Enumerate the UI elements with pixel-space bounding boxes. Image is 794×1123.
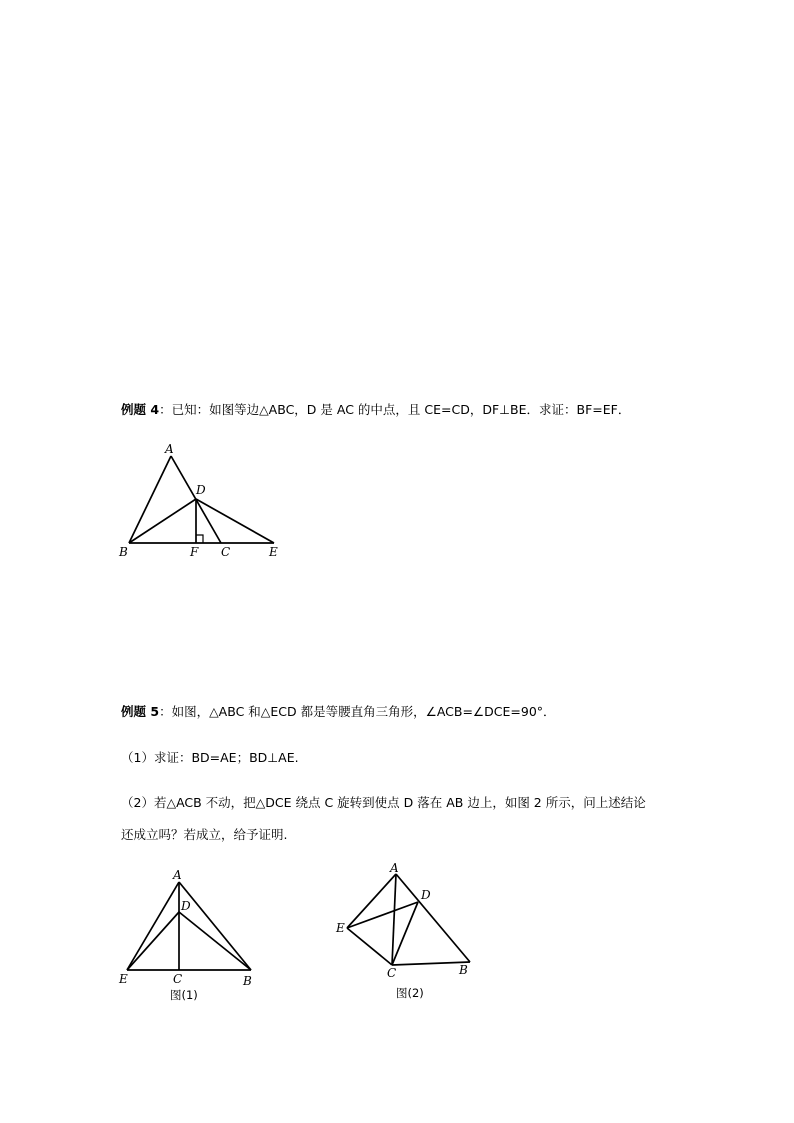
seg-ac [392, 874, 396, 965]
example5-part2-line2: 还成立吗？若成立，给予证明. [121, 827, 288, 842]
example5-text: ：如图，△ABC 和△ECD 都是等腰直角三角形，∠ACB=∠DCE=90°． [159, 704, 556, 719]
point-label-c: C [387, 966, 397, 980]
point-label-a: A [173, 868, 182, 882]
point-label-d: D [421, 888, 431, 902]
point-label-e: E [336, 921, 345, 935]
point-label-a: A [165, 442, 174, 456]
point-label-f: F [190, 545, 199, 559]
seg-ab [396, 874, 470, 962]
figure2-caption: 图(2) [396, 986, 424, 1000]
point-label-a: A [390, 861, 399, 875]
example5-label: 例题 5 [121, 704, 160, 719]
point-label-b: B [459, 963, 468, 977]
point-label-c: C [173, 972, 183, 986]
point-label-d: D [196, 483, 206, 497]
seg-dc [392, 902, 418, 965]
figure1-caption: 图(1) [170, 988, 198, 1002]
point-label-b: B [119, 545, 128, 559]
point-label-e: E [119, 972, 128, 986]
example5-part1: （1）求证：BD=AE；BD⊥AE. [121, 750, 299, 765]
example4-text: ：已知：如图等边△ABC，D 是 AC 的中点，且 CE=CD，DF⊥BE．求证：BF=EF． [159, 402, 631, 417]
point-label-c: C [221, 545, 231, 559]
example5-part2-line1: （2）若△ACB 不动，把△DCE 绕点 C 旋转到使点 D 落在 AB 边上，如图 2 所示，问上述结论 [121, 795, 646, 810]
point-label-b: B [243, 974, 252, 988]
point-label-d: D [181, 899, 191, 913]
seg-ec [347, 928, 392, 965]
point-label-e: E [269, 545, 278, 559]
example4-label: 例题 4 [121, 402, 160, 417]
